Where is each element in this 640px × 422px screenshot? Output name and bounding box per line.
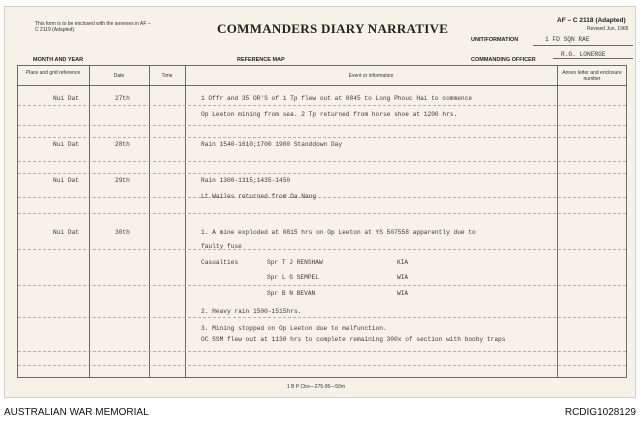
table-top-border [17, 65, 627, 66]
footer-right: RCDIG1028129 [564, 407, 636, 418]
page-title: COMMANDERS DIARY NARRATIVE [217, 21, 449, 36]
casualty-name: Spr B N BEVAN [267, 290, 316, 297]
month-label: MONTH AND YEAR [33, 57, 84, 63]
event-line: Lt Wailes returned from Da Nang [201, 193, 317, 200]
form-number-code: AF – C 2118 [557, 17, 594, 24]
unit-label: UNIT/FORMATION [471, 37, 519, 43]
col-border-time [185, 65, 186, 377]
rule [18, 285, 626, 286]
casualty-status: KIA [397, 259, 409, 266]
event-line: OC SSM flew out at 1130 hrs to complete remaining 300x of section with booby traps [201, 336, 506, 343]
casualty-status: WIA [397, 274, 409, 281]
casualties-label: Casualties [201, 259, 239, 266]
map-label: REFERENCE MAP [237, 57, 285, 63]
print-code: 1 B P Ctrs—275-95—50m [287, 384, 345, 390]
col-border-date [149, 65, 150, 377]
col-border-event [557, 65, 558, 377]
rule [18, 137, 626, 138]
event-line: Rain 1300-1315;1435-1450 [201, 177, 291, 184]
rule [18, 125, 626, 126]
co-field-line [553, 58, 633, 59]
event-line: 1. A mine exploded at 0815 hrs on Op Leeton at YS 507558 apparently due to [201, 229, 476, 236]
event-line: 3. Mining stopped on Op Leeton due to malfunction. [201, 325, 387, 332]
unit-field-line [533, 45, 633, 46]
form-number [557, 17, 626, 24]
header-date: Date [113, 73, 125, 79]
rule [18, 317, 626, 318]
row-place: Nui Dat [53, 177, 79, 184]
event-line: Rain 1540-1610;1700 1900 Standdown Day [201, 141, 343, 148]
event-line: Op Leeton mining from sea. 2 Tp returned from horse shoe at 1200 hrs. [201, 111, 458, 118]
row-date: 28th [115, 141, 130, 148]
casualty-name: Spr T J RENSHAW [267, 259, 323, 266]
form-adapted: (Adapted) [595, 17, 626, 24]
header-place: Place and grid reference [25, 70, 81, 76]
unit-value: 1 FD SQN RAE [545, 36, 590, 43]
rule [18, 249, 626, 250]
rule [18, 161, 626, 162]
header-event: Event or information [348, 73, 394, 79]
diary-sheet [4, 6, 636, 398]
co-value: R.G. LONERGE [561, 51, 606, 58]
row-date: 29th [115, 177, 130, 184]
col-border-left [17, 65, 18, 377]
casualty-status: WIA [397, 290, 409, 297]
col-border-place [89, 65, 90, 377]
rule [18, 105, 626, 106]
table-header-bottom [17, 85, 627, 86]
event-line: 1 Offr and 35 OR'S of 1 Tp flew out at 0845 to Long Phouc Hai to commence [201, 95, 473, 102]
row-place: Nui Dat [53, 229, 79, 236]
rule [18, 213, 626, 214]
rule [18, 173, 626, 174]
form-notice: This form is to be enclosed with the annexes in AF – C 2119 (Adapted). [35, 21, 151, 33]
footer-left: AUSTRALIAN WAR MEMORIAL [4, 407, 149, 418]
event-line: faulty fuse [201, 243, 242, 250]
header-annex: Annex letter and enclosure number [562, 70, 622, 82]
form-revised: Revised Jun, 1965 [587, 26, 629, 32]
rule [18, 197, 626, 198]
header-time: Time [161, 73, 173, 79]
event-line: 2. Heavy rain 1500-1515hrs. [201, 308, 302, 315]
rule [18, 365, 626, 366]
row-date: 30th [115, 229, 130, 236]
casualty-name: Spr L G SEMPEL [267, 274, 319, 281]
co-label: COMMANDING OFFICER [471, 57, 536, 63]
row-place: Nui Dat [53, 95, 79, 102]
row-date: 27th [115, 95, 130, 102]
rule [18, 351, 626, 352]
table-bottom-border [17, 377, 627, 378]
row-place: Nui Dat [53, 141, 79, 148]
col-border-right [626, 65, 627, 377]
